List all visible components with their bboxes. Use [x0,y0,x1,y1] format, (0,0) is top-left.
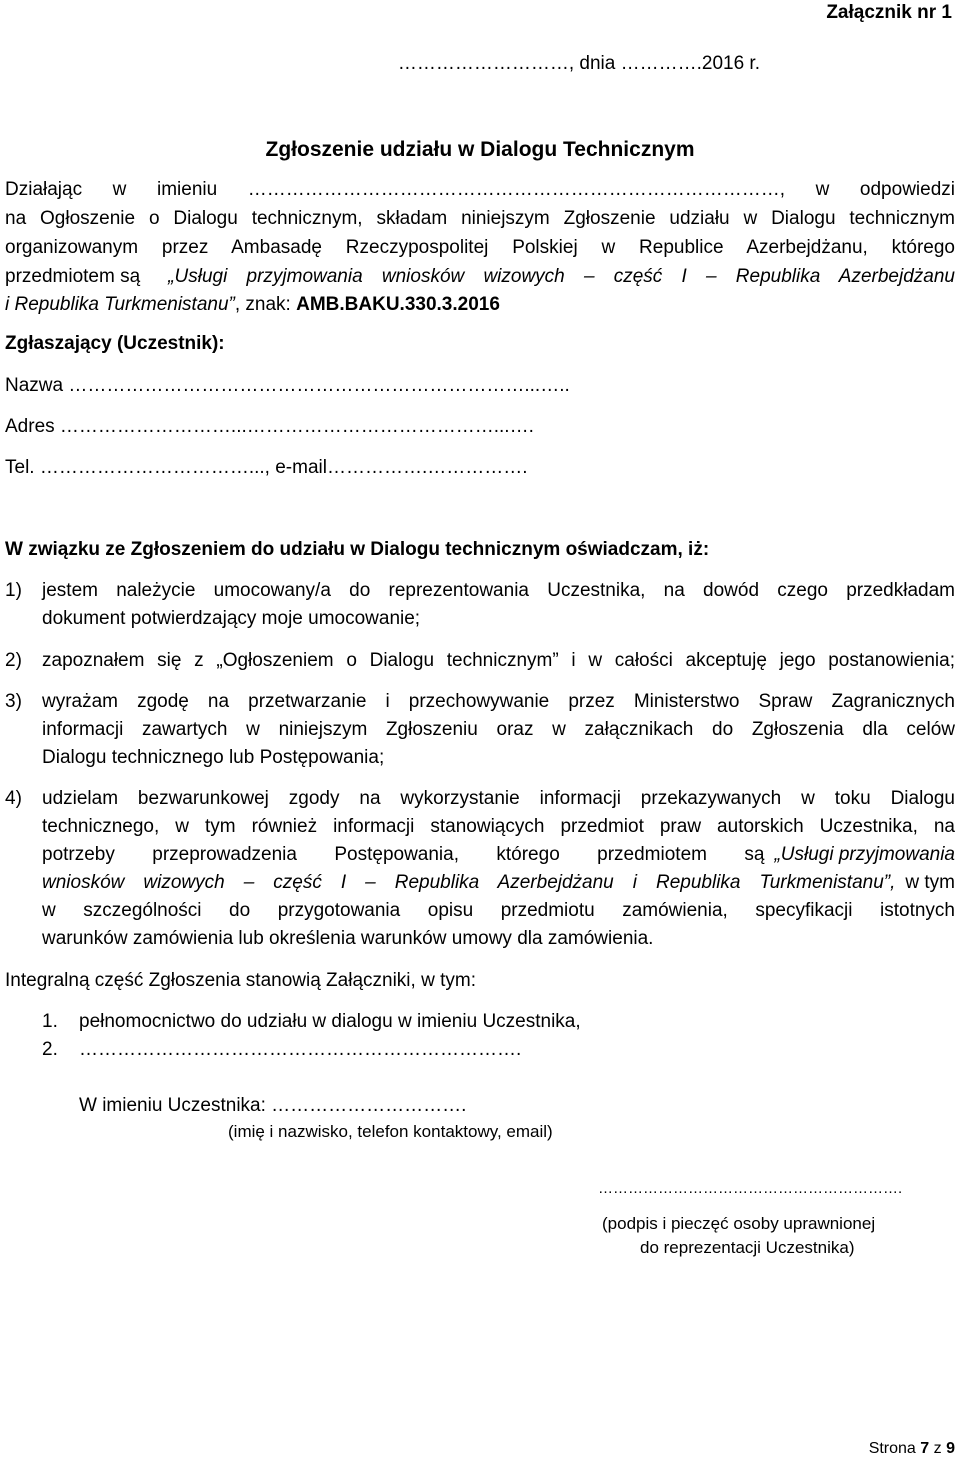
declaration-item-1-line-1: jestem należycie umocowany/a do reprezentowania Uczestnika, na dowód czego przedkładam [42,580,955,601]
declaration-item-2-line-1: zapoznałem się z „Ogłoszeniem o Dialogu technicznym” i w całości akceptuję jego postanowienia; [42,650,955,671]
declaration-item-3-line-2: informacji zawartych w niniejszym Zgłoszeniu oraz w załącznikach do Zgłoszenia dla celów [42,719,955,740]
on-behalf-note: (imię i nazwisko, telefon kontaktowy, email) [228,1122,553,1141]
declaration-item-4-line-6: warunków zamówienia lub określenia warunków umowy dla zamówienia. [42,928,654,949]
reference-number: AMB.BAKU.330.3.2016 [296,294,500,315]
applicant-heading: Zgłaszający (Uczestnik): [5,333,225,354]
declaration-item-4-line-5: w szczególności do przygotowania opisu przedmiotu zamówienia, specyfikacji istotnych [42,900,955,921]
service-name-cont: i Republika Turkmenistanu” [5,294,235,315]
on-behalf-line: W imieniu Uczestnika: …………………………. [79,1095,467,1116]
page-number [869,1440,955,1458]
service-name: „Usługi przyjmowania wniosków wizowych – część I – Republika Azerbejdżanu [168,266,955,287]
attachment-number: 1. [42,1011,58,1032]
item-number: 2) [5,650,22,671]
declaration-text: potrzeby przeprowadzenia Postępowania, którego przedmiotem są [42,844,765,865]
intro-text: przedmiotem są [5,266,141,287]
intro-line-3: organizowanym przez Ambasadę Rzeczypospolitej Polskiej w Republice Azerbejdżanu, którego [5,237,955,258]
page-of: z [933,1440,942,1457]
page-current: 7 [920,1440,930,1457]
item-number: 3) [5,691,22,712]
signature-line: ……………………………………………………. [598,1180,903,1197]
signature-note-1: (podpis i pieczęć osoby uprawnionej [602,1214,876,1233]
declaration-item-4-line-4 [42,872,955,894]
intro-line-1: Działając w imieniu …………………………………………………………………………, w odpowiedzi [5,179,955,200]
applicant-contact-field: Tel. ……………………………..., e-mail…………….……………. [5,457,528,478]
declaration-item-3-line-3: Dialogu technicznego lub Postępowania; [42,747,385,768]
attachment-item-1: pełnomocnictwo do udziału w dialogu w imieniu Uczestnika, [79,1011,581,1032]
item-number: 1) [5,580,22,601]
attachment-label: Załącznik nr 1 [826,2,952,23]
page-label: Strona [868,1440,916,1457]
applicant-name-field: Nazwa ………………………………………………………………...….. [5,375,570,396]
declaration-text: w tym [905,872,955,893]
intro-line-2: na Ogłoszenie o Dialogu technicznym, składam niniejszym Zgłoszenie udziału w Dialogu technicznym [5,208,955,229]
attachments-heading: Integralną część Zgłoszenia stanowią Załączniki, w tym: [5,970,476,991]
intro-line-5 [5,294,955,316]
item-number: 4) [5,788,22,809]
applicant-address-field: Adres ………………………...…………………………………...…. [5,416,534,437]
service-name-cont: wniosków wizowych – część I – Republika Azerbejdżanu i Republika Turkmenistanu”, [42,872,896,893]
attachment-number: 2. [42,1039,58,1060]
document-title: Zgłoszenie udziału w Dialogu Technicznym [265,138,695,161]
declaration-item-4-line-3 [42,844,955,866]
declaration-item-4-line-1: udzielam bezwarunkowej zgody na wykorzystanie informacji przekazywanych w toku Dialogu [42,788,955,809]
declaration-heading: W związku ze Zgłoszeniem do udziału w Dialogu technicznym oświadczam, iż: [5,539,710,560]
page-total: 9 [946,1440,955,1457]
declaration-item-1-line-2: dokument potwierdzający moje umocowanie; [42,608,421,629]
reference-label: , znak: [234,294,297,315]
attachment-item-2: ……………………………………………………………. [79,1039,522,1060]
declaration-item-4-line-2: technicznego, w tym również informacji stanowiących przedmiot praw autorskich Uczestnika, na [42,816,955,837]
intro-line-4 [5,266,955,288]
service-name: „Usługi przyjmowania [774,844,955,865]
place-date-line: ………………………, dnia ………….2016 r. [397,53,760,74]
declaration-item-3-line-1: wyrażam zgodę na przetwarzanie i przechowywanie przez Ministerstwo Spraw Zagranicznych [42,691,955,712]
signature-note-2: do reprezentacji Uczestnika) [640,1238,855,1257]
